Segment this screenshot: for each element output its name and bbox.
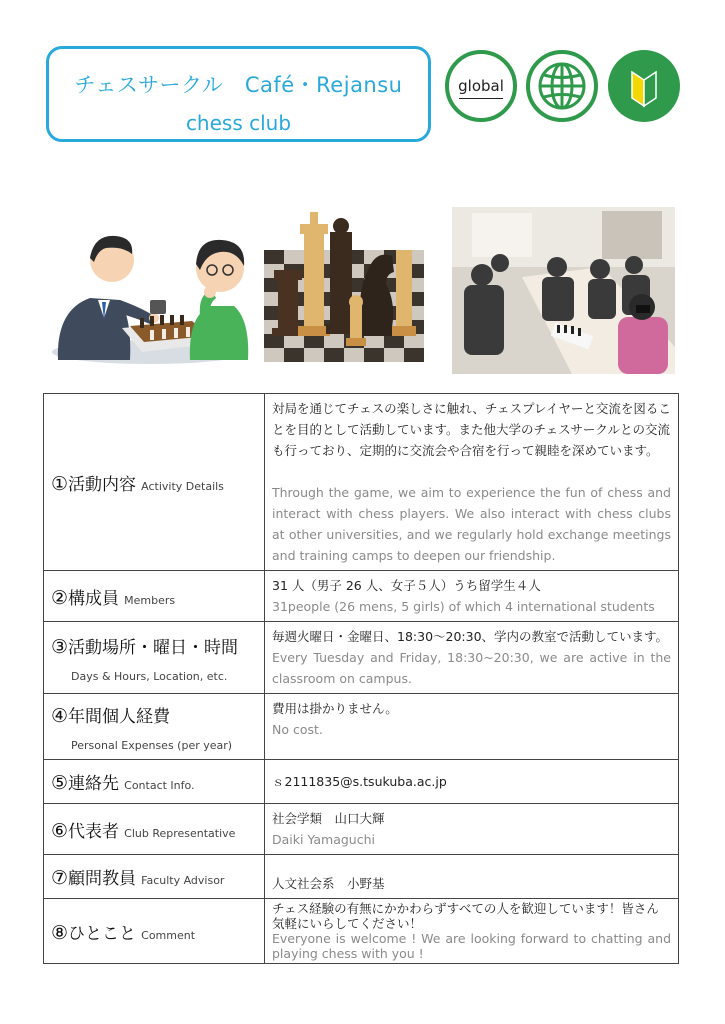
label-jp: 年間個人経費	[68, 706, 171, 727]
chess-players-illustration	[50, 220, 250, 365]
value-en: Daiki Yamaguchi	[272, 832, 375, 847]
global-badge	[445, 50, 517, 122]
label-en: Members	[124, 593, 176, 607]
table-row	[44, 694, 679, 760]
table-row	[44, 394, 679, 571]
value-en: Every Tuesday and Friday, 18:30~20:30, we are active in the classroom on campus.	[272, 650, 671, 686]
row-value	[265, 394, 679, 571]
table-row	[44, 571, 679, 622]
row-number: ②	[51, 586, 69, 609]
label-jp: 活動場所・曜日・時間	[68, 637, 239, 658]
value-jp: 費用は掛かりません。	[272, 701, 398, 716]
label-en: Days & Hours, Location, etc.	[71, 669, 228, 683]
label-jp: ひとこと	[68, 923, 137, 944]
row-number: ⑥	[51, 819, 69, 842]
row-number: ③	[51, 635, 69, 658]
label-jp: 構成員	[68, 588, 120, 609]
info-table	[43, 393, 679, 964]
row-label	[44, 622, 265, 694]
value-jp: 31 人（男子 26 人、女子５人）うち留学生４人	[272, 578, 541, 593]
row-label	[44, 804, 265, 855]
value-jp: 人文社会系 小野基	[272, 876, 385, 891]
label-en: Personal Expenses (per year)	[71, 738, 233, 752]
label-en: Faculty Advisor	[141, 874, 225, 887]
table-row	[44, 804, 679, 855]
globe-icon	[526, 50, 598, 122]
row-value	[265, 804, 679, 855]
club-photo	[452, 207, 675, 374]
row-number: ⑧	[51, 921, 69, 944]
title-box	[46, 46, 431, 142]
table-row	[44, 760, 679, 804]
value-jp: 対局を通じてチェスの楽しさに触れ、チェスプレイヤーと交流を図ることを目的として活動しています。また他大学のチェスサークルとの交流も行っており、定期的に交流会や合宿を行って親睦を深めています。	[272, 401, 671, 458]
row-value	[265, 571, 679, 622]
value-en: Everyone is welcome ! We are looking forward to chatting and playing chess with you !	[272, 931, 671, 961]
label-jp: 連絡先	[68, 774, 120, 794]
label-jp: 活動内容	[68, 474, 137, 495]
table-row	[44, 855, 679, 899]
label-en: Club Representative	[124, 826, 236, 840]
row-number: ④	[51, 704, 69, 727]
value-en: 31people (26 mens, 5 girls) of which 4 international students	[272, 599, 655, 614]
value-jp: 社会学類 山口大輝	[272, 811, 385, 826]
value-jp: チェス経験の有無にかかわらずすべての人を歓迎しています！皆さん気軽にいらしてください！	[272, 901, 659, 931]
beginner-leaf-icon	[608, 50, 680, 122]
page-title: チェスサークル Café・Rejansu	[74, 73, 403, 97]
row-value	[265, 760, 679, 804]
row-label	[44, 899, 265, 964]
row-number: ①	[51, 472, 69, 495]
label-en: Contact Info.	[124, 779, 195, 792]
row-value	[265, 899, 679, 964]
global-badge-label: global	[458, 77, 504, 95]
row-label	[44, 855, 265, 899]
label-jp: 顧問教員	[68, 869, 137, 889]
table-row	[44, 899, 679, 964]
value-jp: 毎週火曜日・金曜日、18:30～20:30、学内の教室で活動しています。	[272, 629, 669, 644]
label-jp: 代表者	[68, 821, 120, 842]
label-en: Comment	[141, 928, 196, 942]
value-en: No cost.	[272, 722, 323, 737]
row-value	[265, 694, 679, 760]
page-subtitle: chess club	[185, 111, 292, 135]
row-label	[44, 760, 265, 804]
row-value	[265, 622, 679, 694]
row-value	[265, 855, 679, 899]
row-number: ⑦	[51, 867, 69, 889]
table-row	[44, 622, 679, 694]
row-number: ⑤	[51, 772, 69, 794]
row-label	[44, 394, 265, 571]
value-en: Through the game, we aim to experience the fun of chess and interact with chess players. We also interact with chess clubs at other universities, and we regularly hold exchange meetings and training camps to deepen our friendship.	[272, 485, 671, 563]
label-en: Activity Details	[141, 479, 224, 493]
row-label	[44, 571, 265, 622]
chess-pieces-image	[264, 210, 424, 362]
contact-email[interactable]: ｓ2111835@s.tsukuba.ac.jp	[272, 774, 447, 789]
row-label	[44, 694, 265, 760]
